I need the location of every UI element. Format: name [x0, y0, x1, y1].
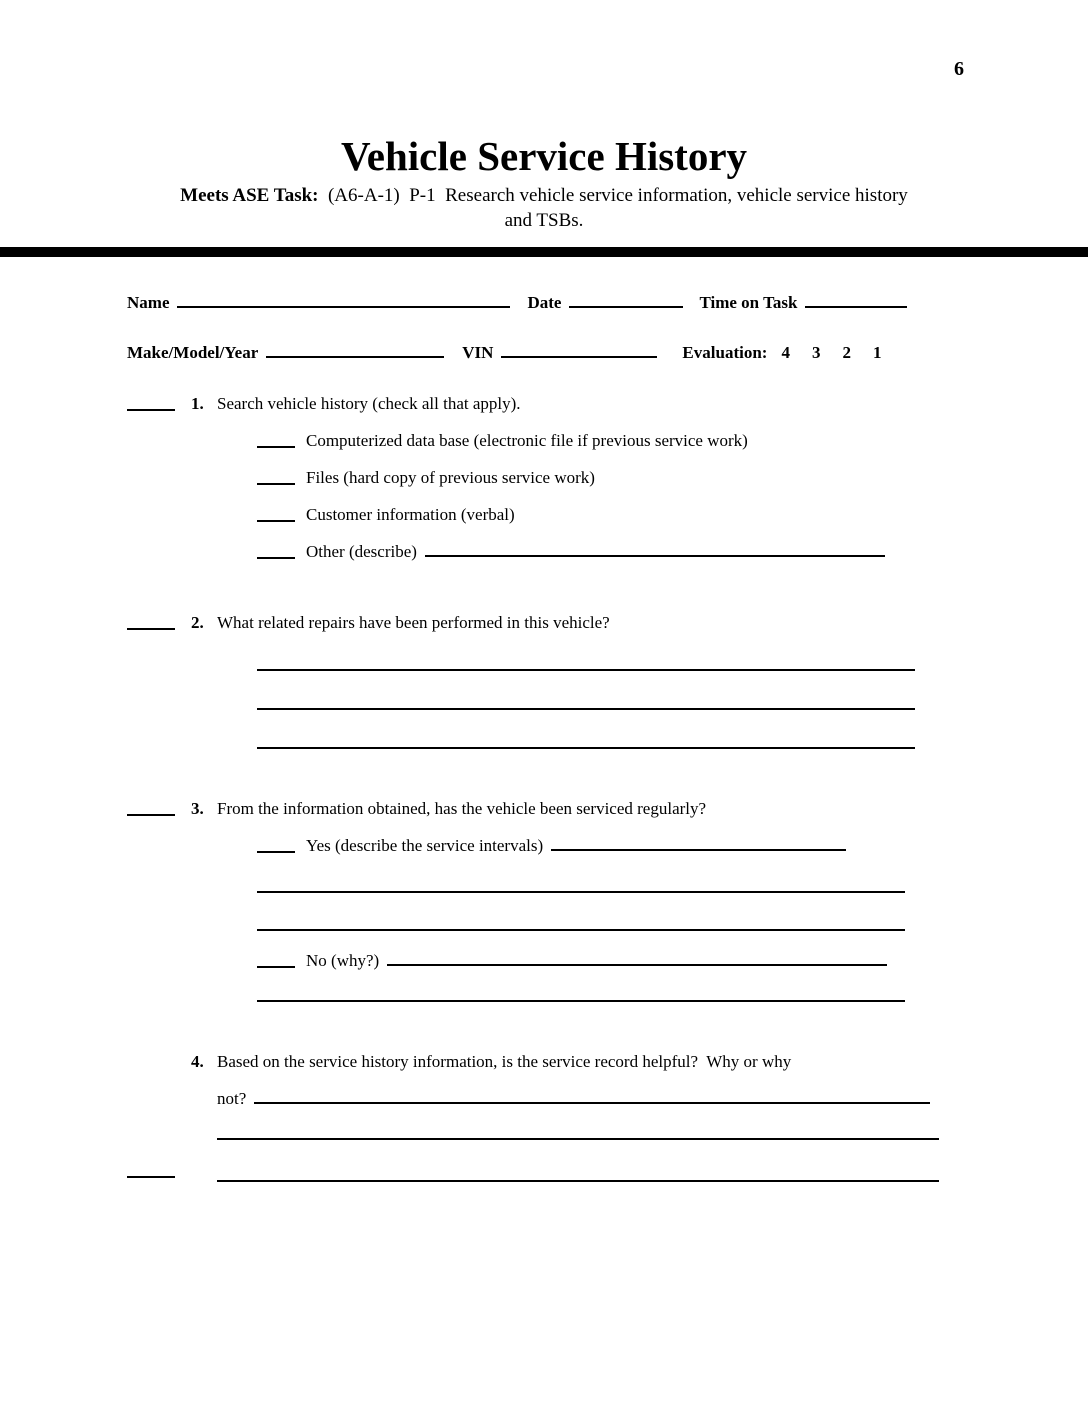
ase-task-line1: (A6-A-1) P-1 Research vehicle service information, vehicle service history — [327, 185, 908, 206]
ase-task-label: Meets ASE Task: — [180, 185, 319, 206]
make-model-year-label: Make/Model/Year — [127, 343, 259, 362]
option-label: Files (hard copy of previous service work) — [306, 468, 595, 487]
yes-label: Yes (describe the service intervals) — [306, 836, 544, 855]
time-on-task-label: Time on Task — [699, 293, 798, 312]
option-label: Other (describe) — [306, 542, 417, 561]
yes-check-blank — [257, 850, 295, 853]
vin-label: VIN — [462, 343, 494, 362]
question-1-grade-blank — [127, 408, 175, 411]
evaluation-score-3: 3 — [811, 343, 821, 362]
question-4-number: 4. — [191, 1052, 204, 1071]
write-line — [257, 747, 915, 749]
ase-task-text — [318, 185, 328, 206]
header-row-1 — [127, 291, 960, 314]
question-4-grade-blank — [127, 1175, 175, 1178]
option-label: Computerized data base (electronic file if previous service work) — [306, 431, 748, 450]
write-line — [217, 1138, 939, 1140]
question-1-options — [257, 429, 960, 563]
no-why-blank — [387, 963, 887, 966]
option-files — [257, 466, 960, 489]
evaluation-score-1: 1 — [872, 343, 882, 362]
question-2-grade-blank — [127, 627, 175, 630]
divider-rule — [0, 247, 1088, 257]
date-label: Date — [527, 293, 562, 312]
question-4-answer-blank — [254, 1101, 930, 1104]
ase-task-subtitle — [0, 183, 1088, 233]
option-check-blank — [257, 482, 295, 485]
ase-task-line2: and TSBs. — [504, 210, 584, 231]
name-blank — [177, 305, 510, 308]
write-line — [217, 1180, 939, 1182]
question-4-text-line1: Based on the service history information, is the service record helpful? Why or why — [217, 1052, 792, 1071]
make-model-year-blank — [266, 355, 444, 358]
question-3 — [127, 797, 960, 820]
header-row-2 — [127, 341, 960, 364]
question-3-grade-blank — [127, 813, 175, 816]
question-4-body — [217, 1050, 960, 1182]
write-line — [257, 1000, 905, 1002]
option-label: Customer information (verbal) — [306, 505, 515, 524]
name-label: Name — [127, 293, 170, 312]
option-check-blank — [257, 556, 295, 559]
evaluation-score-2: 2 — [842, 343, 851, 362]
page-title: Vehicle Service History — [340, 133, 748, 179]
question-4-not-label: not? — [217, 1089, 247, 1108]
write-line — [257, 929, 905, 931]
question-1-number: 1. — [191, 394, 204, 413]
page-number: 6 — [954, 58, 964, 80]
question-4 — [127, 1050, 960, 1182]
question-4-text-line2 — [217, 1087, 960, 1110]
question-3-text: From the information obtained, has the vehicle been serviced regularly? — [217, 799, 707, 818]
no-check-blank — [257, 965, 295, 968]
question-1 — [127, 392, 960, 415]
yes-describe-blank — [551, 848, 846, 851]
other-describe-blank — [425, 554, 885, 557]
question-2-number: 2. — [191, 613, 204, 632]
evaluation-score-4: 4 — [781, 343, 790, 362]
option-computerized-database — [257, 429, 960, 452]
evaluation-label: Evaluation: — [682, 343, 768, 362]
question-1-text: Search vehicle history (check all that apply). — [217, 394, 521, 413]
option-check-blank — [257, 445, 295, 448]
question-2 — [127, 611, 960, 634]
time-on-task-blank — [805, 305, 907, 308]
no-label: No (why?) — [306, 951, 380, 970]
write-line — [257, 708, 915, 710]
option-customer-information — [257, 503, 960, 526]
write-line — [257, 891, 905, 893]
date-blank — [569, 305, 683, 308]
question-2-text: What related repairs have been performed in this vehicle? — [217, 613, 610, 632]
question-3-number: 3. — [191, 799, 204, 818]
form-content — [127, 291, 960, 1182]
option-other — [257, 540, 960, 563]
no-option — [257, 949, 960, 972]
vin-blank — [501, 355, 657, 358]
option-check-blank — [257, 519, 295, 522]
write-line — [257, 669, 915, 671]
yes-option — [257, 834, 960, 857]
